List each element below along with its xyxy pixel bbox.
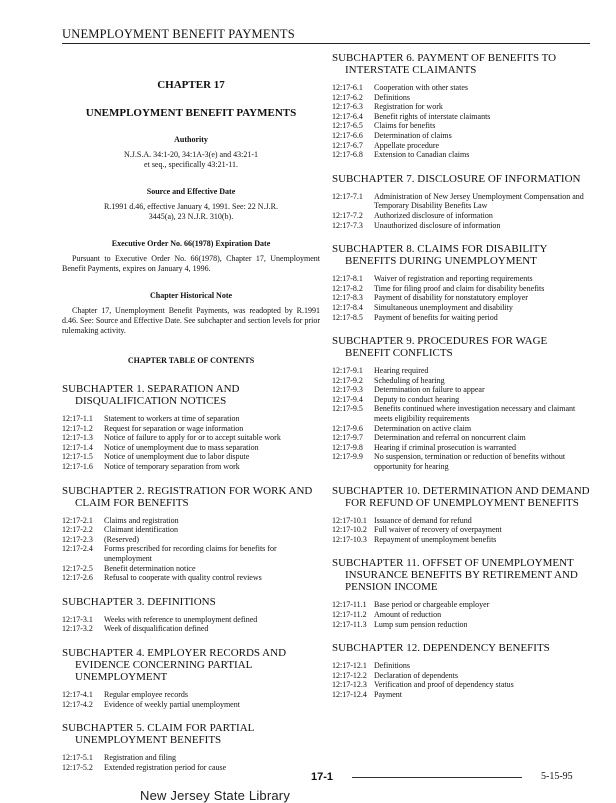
section-title: Definitions — [374, 92, 410, 102]
section-number: 12:17-9.7 — [332, 433, 363, 443]
section-number: 12:17-6.8 — [332, 150, 363, 160]
section-number: 12:17-1.1 — [62, 414, 93, 423]
section-title: Lump sum pension reduction — [374, 619, 468, 629]
source-text: R.1991 d.46, effective January 4, 1991. See: 22 N.J.R. 3445(a), 23 N.J.R. 310(b). — [103, 202, 279, 221]
section-title: Notice of unemployment due to labor dispute — [104, 452, 250, 462]
section-title: Registration and filing — [104, 753, 176, 763]
section-entry — [332, 516, 594, 526]
section-entry — [62, 535, 320, 545]
section-number: 12:17-3.1 — [62, 614, 93, 624]
section-title: (Reserved) — [104, 534, 140, 544]
section-title: Registration for work — [374, 102, 443, 112]
section-title: Base period or chargeable employer — [374, 600, 490, 610]
section-entry — [332, 690, 594, 700]
section-number: 12:17-2.6 — [62, 573, 93, 583]
authority-label: Authority — [174, 135, 208, 144]
subchapter-title: SUBCHAPTER 4. EMPLOYER RECORDS AND EVIDENCE CONCERNING PARTIAL UNEMPLOYMENT — [62, 646, 287, 683]
section-number: 12:17-12.2 — [332, 670, 367, 680]
history-text: Chapter 17, Unemployment Benefit Payments, was readopted by R.1991 d.46. See: Source and Effective Date. See subchapter and section levels for prior rulemaking activity. — [62, 306, 320, 335]
section-title: Weeks with reference to unemployment defined — [104, 614, 258, 624]
section-number: 12:17-2.1 — [62, 515, 93, 525]
section-entry — [332, 192, 594, 211]
subchapter-title: SUBCHAPTER 12. DEPENDENCY BENEFITS — [332, 642, 550, 655]
section-number: 12:17-4.1 — [62, 689, 93, 699]
section-number: 12:17-11.1 — [332, 600, 367, 610]
section-title: Week of disqualification defined — [104, 624, 209, 634]
subchapter-block — [332, 642, 594, 699]
right-column — [332, 52, 594, 713]
subchapter-title: SUBCHAPTER 7. DISCLOSURE OF INFORMATION — [332, 172, 581, 185]
section-entry — [332, 141, 594, 151]
subchapter-block — [62, 383, 320, 472]
left-column — [62, 52, 320, 785]
section-title: Payment of disability for nonstatutory employer — [374, 293, 528, 303]
section-title: Authorized disclosure of information — [374, 210, 493, 220]
section-title: Extended registration period for cause — [104, 762, 227, 772]
section-entry — [332, 211, 594, 221]
subchapter-title: SUBCHAPTER 8. CLAIMS FOR DISABILITY BENEFITS DURING UNEMPLOYMENT — [332, 243, 548, 268]
subchapter-block — [332, 52, 594, 160]
footer-rule — [352, 777, 522, 778]
section-title: Verification and proof of dependency status — [374, 680, 514, 690]
section-title: Payment — [374, 689, 402, 699]
section-entry — [332, 93, 594, 103]
section-entry — [62, 525, 320, 535]
section-entry — [62, 615, 320, 625]
section-entry — [62, 516, 320, 526]
section-title: Hearing required — [374, 366, 429, 376]
chapter-title: UNEMPLOYMENT BENEFIT PAYMENTS — [85, 107, 297, 119]
section-number: 12:17-10.2 — [332, 525, 367, 535]
exec-order-text: Pursuant to Executive Order No. 66(1978), Chapter 17, Unemployment Benefit Payments, expires on January 4, 1996. — [62, 254, 320, 273]
section-entry — [62, 433, 320, 443]
subchapter-block — [332, 335, 594, 472]
section-entry — [332, 395, 594, 405]
section-entry — [332, 131, 594, 141]
section-entry — [332, 433, 594, 443]
section-title: No suspension, termination or reduction of benefits without opportunity for hearing — [374, 452, 566, 472]
section-number: 12:17-9.5 — [332, 404, 363, 414]
subchapter-title: SUBCHAPTER 2. REGISTRATION FOR WORK AND CLAIM FOR BENEFITS — [62, 484, 313, 509]
section-number: 12:17-12.1 — [332, 661, 367, 671]
section-entry — [62, 544, 320, 563]
subchapter-title: SUBCHAPTER 1. SEPARATION AND DISQUALIFICATION NOTICES — [62, 383, 240, 407]
section-number: 12:17-8.1 — [332, 274, 363, 284]
section-entry — [332, 366, 594, 376]
section-title: Extension to Canadian claims — [374, 150, 470, 160]
section-number: 12:17-1.5 — [62, 452, 93, 462]
section-entry — [332, 680, 594, 690]
section-number: 12:17-6.7 — [332, 140, 363, 150]
section-title: Waiver of registration and reporting requirements — [374, 274, 533, 284]
section-entry — [62, 443, 320, 453]
section-entry — [62, 624, 320, 634]
section-number: 12:17-6.5 — [332, 121, 363, 131]
section-number: 12:17-9.8 — [332, 442, 363, 452]
section-number: 12:17-5.1 — [62, 753, 93, 763]
section-title: Administration of New Jersey Unemployment Compensation and Temporary Disability Benefits Law — [374, 191, 584, 211]
section-number: 12:17-9.3 — [332, 385, 363, 395]
subchapter-block — [332, 173, 594, 230]
section-title: Notice of temporary separation from work — [104, 461, 240, 471]
revision-date: 5-15-95 — [541, 771, 573, 782]
section-number: 12:17-4.2 — [62, 699, 93, 709]
library-stamp: New Jersey State Library — [140, 788, 291, 803]
section-number: 12:17-6.1 — [332, 83, 363, 92]
section-entry — [62, 690, 320, 700]
section-title: Cooperation with other states — [374, 83, 468, 92]
section-number: 12:17-9.4 — [332, 394, 363, 404]
left-subchapter-list — [62, 383, 320, 772]
section-number: 12:17-11.3 — [332, 619, 367, 629]
section-title: Time for filing proof and claim for disability benefits — [374, 283, 545, 293]
section-entry — [332, 661, 594, 671]
section-entry — [332, 376, 594, 386]
section-entry — [332, 112, 594, 122]
section-entry — [62, 763, 320, 773]
section-number: 12:17-1.2 — [62, 423, 93, 433]
subchapter-block — [62, 647, 320, 709]
section-title: Request for separation or wage information — [104, 423, 244, 433]
section-entry — [332, 610, 594, 620]
section-entry — [332, 121, 594, 131]
section-number: 12:17-6.6 — [332, 130, 363, 140]
section-entry — [332, 452, 594, 471]
section-title: Appellate procedure — [374, 140, 440, 150]
section-title: Notice of unemployment due to mass separation — [104, 442, 259, 452]
section-title: Deputy to conduct hearing — [374, 394, 460, 404]
section-title: Forms prescribed for recording claims for benefits for unemployment — [104, 544, 277, 563]
section-entry — [62, 700, 320, 710]
section-title: Evidence of weekly partial unemployment — [104, 699, 240, 709]
subchapter-title: SUBCHAPTER 3. DEFINITIONS — [62, 595, 216, 608]
section-number: 12:17-1.6 — [62, 461, 93, 471]
section-number: 12:17-7.1 — [332, 191, 363, 201]
section-number: 12:17-9.2 — [332, 375, 363, 385]
section-entry — [332, 620, 594, 630]
section-entry — [62, 564, 320, 574]
section-number: 12:17-8.3 — [332, 293, 363, 303]
section-title: Claimant identification — [104, 525, 178, 535]
section-title: Issuance of demand for refund — [374, 515, 472, 525]
section-number: 12:17-9.9 — [332, 452, 363, 462]
section-title: Definitions — [374, 661, 410, 671]
section-number: 12:17-9.6 — [332, 423, 363, 433]
section-entry — [332, 385, 594, 395]
section-number: 12:17-8.2 — [332, 283, 363, 293]
section-entry — [332, 83, 594, 93]
header-rule — [62, 43, 590, 44]
right-subchapter-list — [332, 52, 594, 700]
section-title: Hearing if criminal prosecution is warranted — [374, 442, 516, 452]
section-entry — [332, 303, 594, 313]
section-entry — [332, 284, 594, 294]
section-entry — [332, 221, 594, 231]
section-entry — [62, 462, 320, 472]
section-number: 12:17-2.5 — [62, 563, 93, 573]
section-number: 12:17-12.4 — [332, 689, 367, 699]
section-title: Regular employee records — [104, 689, 188, 699]
section-title: Determination of claims — [374, 130, 452, 140]
section-number: 12:17-10.1 — [332, 515, 367, 525]
section-title: Scheduling of hearing — [374, 375, 445, 385]
section-entry — [332, 293, 594, 303]
section-number: 12:17-1.3 — [62, 433, 93, 443]
section-entry — [332, 313, 594, 323]
section-number: 12:17-3.2 — [62, 624, 93, 634]
subchapter-title: SUBCHAPTER 5. CLAIM FOR PARTIAL UNEMPLOYMENT BENEFITS — [62, 722, 254, 747]
section-title: Determination on failure to appear — [374, 385, 485, 395]
running-head: UNEMPLOYMENT BENEFIT PAYMENTS — [62, 27, 295, 41]
section-title: Benefit determination notice — [104, 563, 196, 573]
section-number: 12:17-8.5 — [332, 312, 363, 322]
section-number: 12:17-8.4 — [332, 302, 363, 312]
section-number: 12:17-6.2 — [332, 92, 363, 102]
section-title: Benefit rights of interstate claimants — [374, 111, 491, 121]
section-number: 12:17-9.1 — [332, 366, 363, 376]
section-entry — [332, 424, 594, 434]
chapter-number: CHAPTER 17 — [157, 79, 225, 91]
section-title: Determination on active claim — [374, 423, 472, 433]
section-number: 12:17-5.2 — [62, 762, 93, 772]
section-entry — [332, 443, 594, 453]
section-entry — [332, 102, 594, 112]
section-number: 12:17-10.3 — [332, 534, 367, 544]
section-entry — [62, 573, 320, 583]
page-number: 17-1 — [311, 771, 334, 783]
section-number: 12:17-6.3 — [332, 102, 363, 112]
section-entry — [332, 150, 594, 160]
section-title: Claims and registration — [104, 515, 179, 525]
section-title: Determination and referral on noncurrent claim — [374, 433, 526, 443]
section-title: Repayment of unemployment benefits — [374, 534, 497, 544]
subchapter-block — [62, 722, 320, 772]
exec-order-label: Executive Order No. 66(1978) Expiration Date — [111, 239, 271, 248]
section-entry — [62, 753, 320, 763]
section-entry — [332, 600, 594, 610]
section-entry — [332, 525, 594, 535]
subchapter-title: SUBCHAPTER 10. DETERMINATION AND DEMAND FOR REFUND OF UNEMPLOYMENT BENEFITS — [332, 484, 590, 509]
section-title: Unauthorized disclosure of information — [374, 220, 501, 230]
subchapter-block — [62, 485, 320, 583]
section-title: Simultaneous unemployment and disability — [374, 302, 513, 312]
section-number: 12:17-2.4 — [62, 544, 93, 554]
section-title: Payment of benefits for waiting period — [374, 312, 498, 322]
section-entry — [62, 424, 320, 434]
section-title: Statement to workers at time of separation — [104, 414, 240, 423]
authority-text: N.J.S.A. 34:1-20, 34:1A-3(e) and 43:21-1 et seq., specifically 43:21-11. — [124, 150, 258, 169]
section-title: Claims for benefits — [374, 121, 436, 131]
subchapter-title: SUBCHAPTER 11. OFFSET OF UNEMPLOYMENT INSURANCE BENEFITS BY RETIREMENT AND PENSION INCOME — [332, 557, 578, 594]
section-entry — [62, 414, 320, 424]
history-label: Chapter Historical Note — [149, 291, 233, 300]
section-entry — [62, 452, 320, 462]
section-entry — [332, 671, 594, 681]
section-entry — [332, 535, 594, 545]
subchapter-title: SUBCHAPTER 9. PROCEDURES FOR WAGE BENEFIT CONFLICTS — [332, 335, 548, 360]
toc-heading: CHAPTER TABLE OF CONTENTS — [127, 356, 255, 365]
section-number: 12:17-12.3 — [332, 680, 367, 690]
section-entry — [332, 404, 594, 423]
section-entry — [332, 274, 594, 284]
section-number: 12:17-2.2 — [62, 525, 93, 535]
section-number: 12:17-11.2 — [332, 610, 367, 619]
subchapter-block — [332, 557, 594, 629]
section-title: Refusal to cooperate with quality control reviews — [104, 573, 262, 583]
section-title: Full waiver of recovery of overpayment — [374, 525, 502, 535]
subchapter-title: SUBCHAPTER 6. PAYMENT OF BENEFITS TO INTERSTATE CLAIMANTS — [332, 52, 557, 76]
section-number: 12:17-7.2 — [332, 210, 363, 220]
subchapter-block — [62, 596, 320, 634]
section-title: Benefits continued where investigation necessary and claimant meets eligibility requirements — [374, 404, 576, 424]
subchapter-block — [332, 485, 594, 545]
section-number: 12:17-6.4 — [332, 111, 363, 121]
source-label: Source and Effective Date — [146, 187, 236, 196]
section-title: Declaration of dependents — [374, 670, 458, 680]
section-number: 12:17-2.3 — [62, 534, 93, 544]
section-number: 12:17-7.3 — [332, 220, 363, 230]
section-title: Notice of failure to apply for or to accept suitable work — [104, 433, 281, 443]
section-number: 12:17-1.4 — [62, 442, 93, 452]
subchapter-block — [332, 243, 594, 322]
section-title: Amount of reduction — [374, 610, 442, 619]
